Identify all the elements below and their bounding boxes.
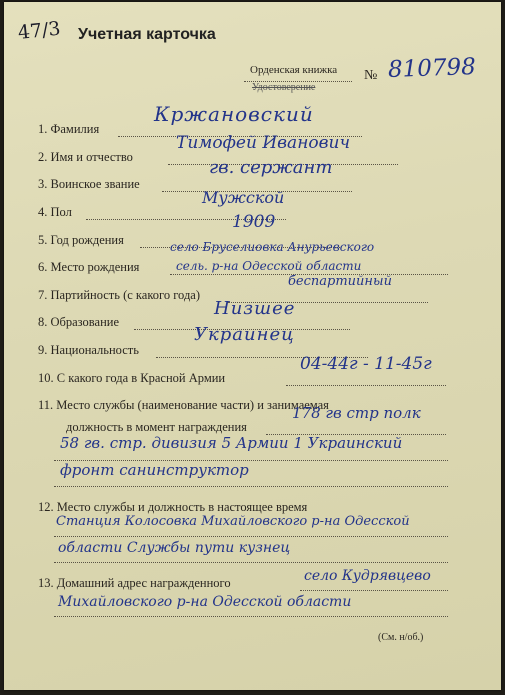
field-7-label: 7. Партийность (с какого года) [38, 288, 201, 302]
field-6-label: 6. Место рождения [38, 260, 140, 274]
field-12-value-line-2: области Службы пути кузнец [58, 540, 291, 556]
field-13-value-line-2: Михайловского р-на Одесской области [58, 594, 352, 610]
field-11-value-line-2: 58 гв. стр. дивизия 5 Армии 1 Украинский [60, 434, 403, 452]
see-reverse-note: (См. н/об.) [378, 632, 424, 643]
field-3-value: гв. сержант [209, 157, 333, 178]
field-2-value: Тимофей Иванович [176, 133, 351, 153]
field-2-label: 2. Имя и отчество [38, 150, 133, 164]
field-4-label: 4. Пол [38, 205, 72, 219]
field-11-label-line-2: должность в момент награждения [66, 420, 247, 434]
field-1-label: 1. Фамилия [38, 122, 100, 136]
order-book-label: Орденская книжка [250, 64, 338, 76]
certificate-label-crossed: Удостоверение [252, 82, 316, 93]
corner-mark: 47/3 [16, 17, 62, 44]
registration-card [4, 2, 501, 690]
field-10-label: 10. С какого года в Красной Армии [38, 371, 226, 385]
field-11-label-line-1: 11. Место службы (наименование части) и занимаемая [38, 398, 329, 412]
field-12-label: 12. Место службы и должность в настоящее время [38, 500, 308, 514]
field-6-value-line-2: сель. р-на Одесской области [176, 259, 362, 273]
field-9-value: Украинец [194, 324, 295, 345]
field-6-value-line-1: село Бруселиовка Анурьевского [170, 240, 375, 254]
field-9-label: 9. Национальность [38, 343, 139, 357]
order-number: 810798 [387, 53, 477, 83]
field-11-value-line-3: фронт санинструктор [60, 461, 249, 479]
field-12-value-line-1: Станция Колосовка Михайловского р-на Одесской [56, 514, 410, 529]
field-5-value: 1909 [232, 212, 276, 232]
order-number-label: № [364, 68, 378, 83]
field-4-value: Мужской [202, 188, 285, 207]
field-1-value: Кржановский [154, 102, 314, 126]
field-13-label: 13. Домашний адрес награжденного [38, 576, 231, 590]
field-8-label: 8. Образование [38, 315, 120, 329]
field-13-value-line-1: село Кудрявцево [304, 568, 431, 584]
field-8-value: Низшее [214, 298, 296, 319]
card-title: Учетная карточка [78, 26, 216, 43]
field-10-value: 04-44г - 11-45г [300, 354, 432, 374]
field-11-value-line-1: 178 гв стр полк [292, 404, 421, 422]
field-3-label: 3. Воинское звание [38, 177, 140, 191]
field-5-label: 5. Год рождения [38, 233, 124, 247]
field-7-value: беспартийный [288, 274, 392, 289]
